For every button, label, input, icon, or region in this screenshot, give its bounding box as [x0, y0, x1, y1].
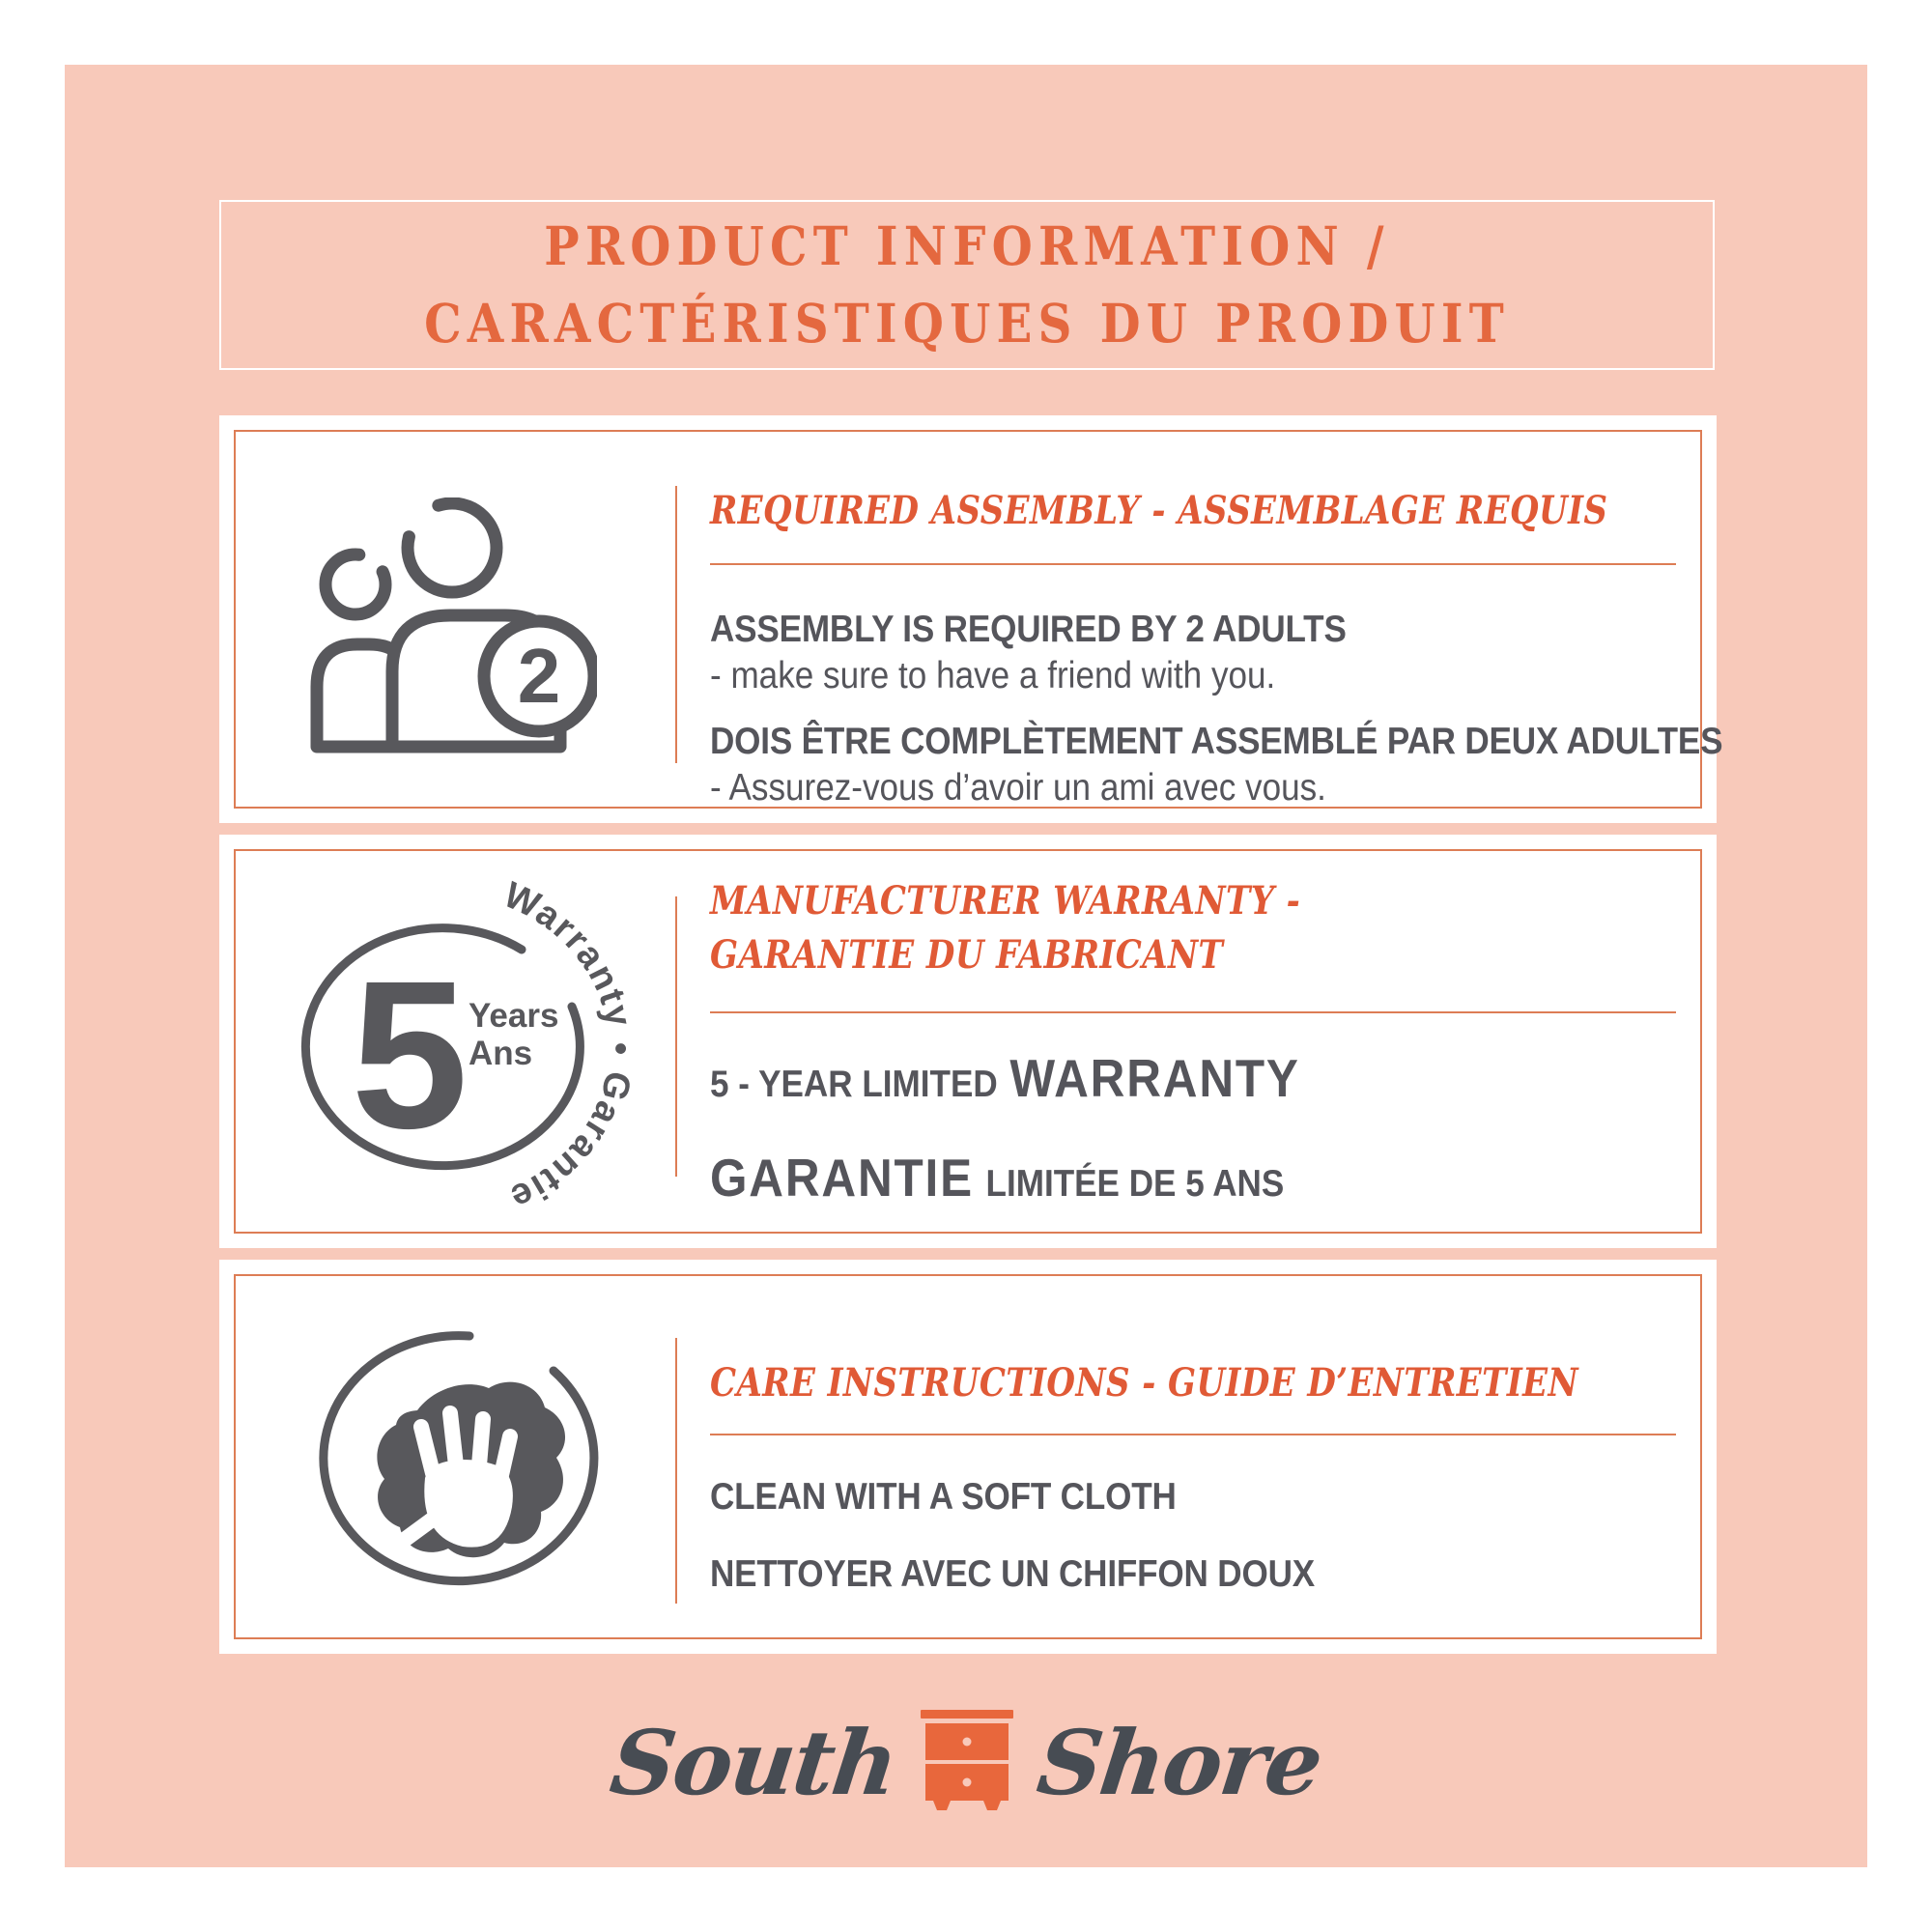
warranty-curved-text: Warranty • Garantie: [497, 875, 641, 1219]
assembly-en-bold: ASSEMBLY IS REQUIRED BY 2 ADULTS: [710, 609, 1347, 650]
warranty-heading: [710, 874, 1690, 982]
card-divider-line: [675, 896, 677, 1177]
heading-rule: [710, 1434, 1676, 1435]
care-fr-line: NETTOYER AVEC UN CHIFFON DOUX: [710, 1553, 1315, 1595]
care-en-line: CLEAN WITH A SOFT CLOTH: [710, 1476, 1177, 1518]
care-heading-text: CARE INSTRUCTIONS - GUIDE D’ENTRETIEN: [710, 1360, 1579, 1406]
warranty-text-column: [710, 835, 1690, 1214]
assembly-fr-note: - Assurez-vous d’avoir un ami avec vous.: [710, 767, 1326, 809]
page-title-line2: CARACTÉRISTIQUES DU PRODUIT: [424, 292, 1510, 355]
warranty-en-small: 5 - YEAR LIMITED: [710, 1064, 998, 1105]
card-divider-line: [675, 1338, 677, 1604]
warranty-years-label: Years: [469, 997, 559, 1035]
heading-rule: [710, 563, 1676, 565]
warranty-fr-line: [710, 1148, 1690, 1214]
warranty-heading-line2: GARANTIE DU FABRICANT: [710, 932, 1224, 978]
page-title-line1: PRODUCT INFORMATION /: [544, 214, 1390, 277]
assembly-en-note: - make sure to have a friend with you.: [710, 655, 1276, 696]
heading-rule: [710, 1011, 1676, 1013]
cleaning-cloth-icon: [303, 1328, 622, 1633]
warranty-fr-small: LIMITÉE DE 5 ANS: [985, 1163, 1285, 1205]
poster-background: [65, 65, 1867, 1867]
logo-word-south: South: [605, 1710, 902, 1815]
assembly-text-column: [710, 415, 1723, 811]
warranty-en-line: [710, 1048, 1690, 1115]
title-box: [219, 200, 1715, 370]
warranty-card: [219, 835, 1717, 1248]
dresser-icon: [921, 1710, 1013, 1815]
south-shore-logo: [65, 1710, 1867, 1815]
two-adults-badge: 2: [517, 633, 561, 719]
warranty-fr-large: GARANTIE: [710, 1148, 974, 1208]
care-heading: [710, 1360, 1690, 1406]
warranty-5-years-icon: [279, 875, 646, 1266]
assembly-heading-text: REQUIRED ASSEMBLY - ASSEMBLAGE REQUIS: [710, 488, 1608, 533]
assembly-fr-bold: DOIS ÊTRE COMPLÈTEMENT ASSEMBLÉ PAR DEUX ADULTES: [710, 721, 1723, 762]
warranty-en-large: WARRANTY: [1009, 1048, 1300, 1108]
warranty-ans-label: Ans: [469, 1035, 533, 1072]
care-card: [219, 1260, 1717, 1654]
assembly-card: [219, 415, 1723, 823]
care-text-column: [710, 1260, 1690, 1598]
assembly-heading: [710, 488, 1690, 534]
two-adults-icon: [307, 497, 597, 763]
logo-word-shore: Shore: [1032, 1710, 1327, 1815]
card-divider-line: [675, 486, 677, 763]
warranty-heading-line1: MANUFACTURER WARRANTY -: [710, 878, 1301, 923]
warranty-number: 5: [351, 938, 469, 1173]
